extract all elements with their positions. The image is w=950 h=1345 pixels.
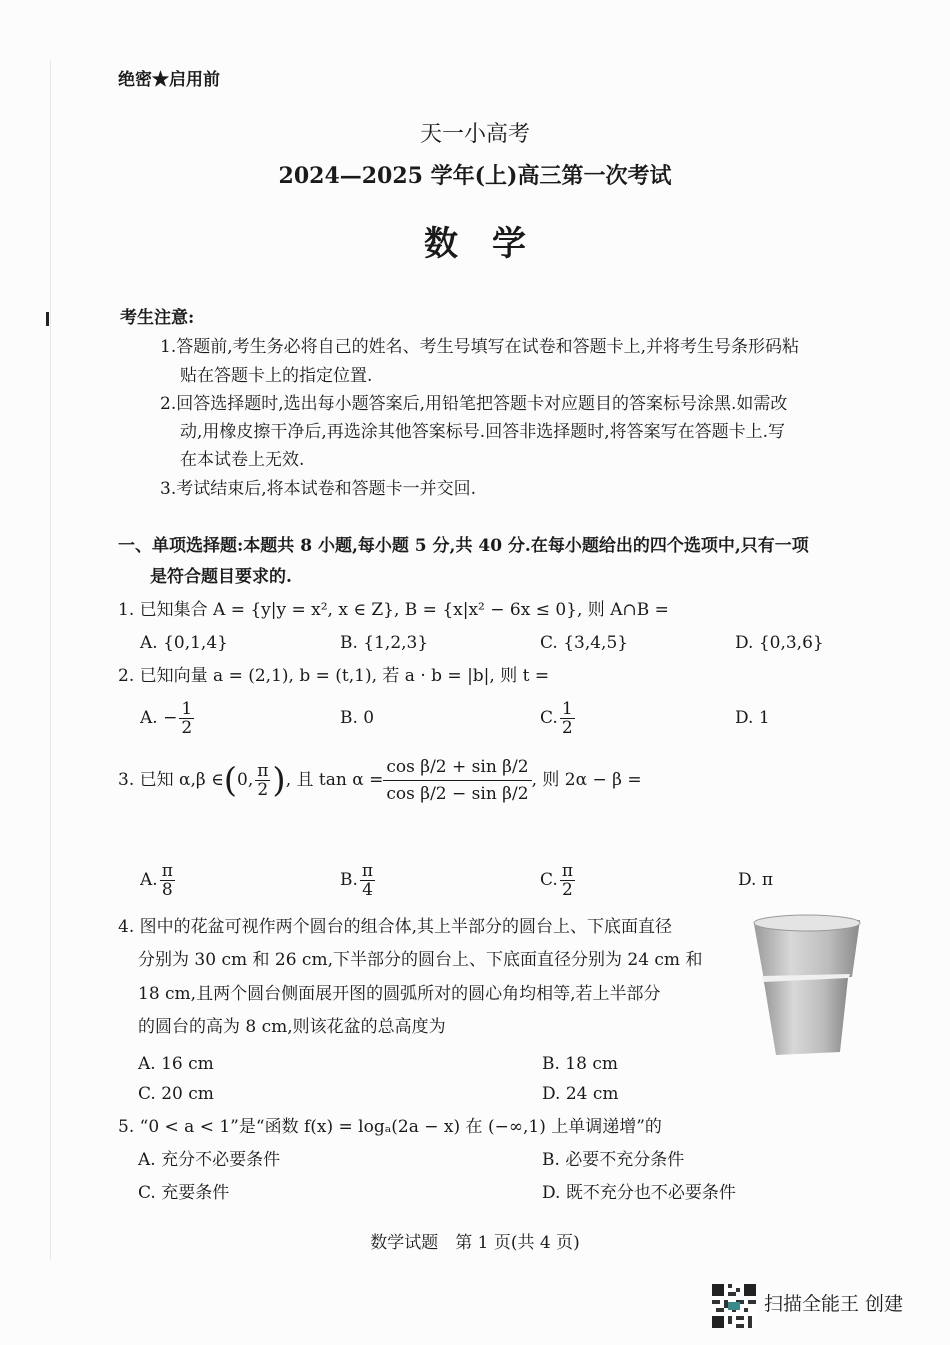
notice-item: 3.考试结束后,将本试卷和答题卡一并交回. [160, 479, 477, 499]
scanner-watermark: 扫描全能王 创建 [764, 1293, 904, 1315]
exam-org: 天一小高考 [419, 122, 530, 147]
q4-option-c: C. 20 cm [138, 1084, 214, 1104]
q5-option-b: B. 必要不充分条件 [542, 1150, 685, 1170]
q2-option-c [540, 700, 577, 737]
q4-option-b: B. 18 cm [542, 1054, 618, 1074]
subject-title: 数 学 [424, 224, 526, 264]
q1-option-d: D. {0,3,6} [735, 633, 824, 653]
q2-option-d: D. 1 [735, 708, 770, 728]
notice-item: 动,用橡皮擦干净后,再选涂其他答案标号.回答非选择题时,将答案写在答题卡上.写 [180, 422, 786, 442]
q1-option-a: A. {0,1,4} [140, 633, 228, 653]
interval-left: 0, [237, 770, 254, 790]
option-label: C. [540, 870, 558, 890]
denominator: 2 [181, 718, 193, 738]
notice-item: 2.回答选择题时,选出每小题答案后,用铅笔把答题卡对应题目的答案标号涂黑.如需改 [160, 394, 788, 414]
numerator: π [561, 861, 573, 881]
q3-option-b [340, 862, 377, 899]
numerator: π [257, 761, 269, 781]
page-footer: 数学试题 第 1 页(共 4 页) [370, 1233, 580, 1253]
q5-option-c: C. 充要条件 [138, 1183, 230, 1203]
q3-mid: , 且 tan α = [285, 770, 384, 790]
q4-option-d: D. 24 cm [542, 1084, 619, 1104]
q1-option-b: B. {1,2,3} [340, 633, 429, 653]
fraction [560, 700, 575, 737]
question-4-cont: 分别为 30 cm 和 26 cm,下半部分的圆台上、下底面直径分别为 24 cm 和 [138, 950, 703, 970]
exam-title: 2024—2025 学年(上)高三第一次考试 [278, 163, 672, 189]
numerator: 1 [561, 699, 573, 719]
question-3 [118, 756, 642, 805]
denominator: cos β/2 − sin β/2 [386, 784, 529, 804]
denominator: 2 [257, 780, 269, 800]
q4-option-a: A. 16 cm [138, 1054, 214, 1074]
denominator: 2 [561, 718, 573, 738]
paren: ) [272, 760, 286, 801]
question-4: 4. 图中的花盆可视作两个圆台的组合体,其上半部分的圆台上、下底面直径 [118, 917, 673, 937]
option-label: A. − [140, 708, 178, 728]
question-4-cont: 18 cm,且两个圆台侧面展开图的圆弧所对的圆心角均相等,若上半部分 [138, 984, 661, 1004]
fraction [179, 700, 194, 737]
qr-code-icon [712, 1284, 756, 1328]
numerator: π [161, 861, 173, 881]
q3-option-d: D. π [738, 870, 774, 890]
option-label: A. [140, 870, 158, 890]
notice-title: 考生注意: [120, 308, 195, 328]
numerator: cos β/2 + sin β/2 [383, 756, 531, 781]
notice-item: 贴在答题卡上的指定位置. [180, 366, 373, 386]
fraction [560, 862, 575, 899]
denominator: 2 [561, 880, 573, 900]
q1-option-c: C. {3,4,5} [540, 633, 629, 653]
question-4-cont: 的圆台的高为 8 cm,则该花盆的总高度为 [138, 1017, 446, 1037]
q3-prefix: 3. 已知 α,β ∈ [118, 770, 224, 790]
denominator: 8 [161, 880, 173, 900]
scan-mark [46, 312, 49, 326]
tan-fraction [383, 756, 531, 805]
secret-label: 绝密★启用前 [118, 70, 220, 90]
notice-item: 1.答题前,考生务必将自己的姓名、考生号填写在试卷和答题卡上,并将考生号条形码粘 [160, 337, 800, 357]
section-heading-cont: 是符合题目要求的. [150, 567, 292, 587]
notice-item: 在本试卷上无效. [180, 450, 305, 470]
q5-option-a: A. 充分不必要条件 [138, 1150, 281, 1170]
paren: ( [223, 760, 237, 801]
question-1: 1. 已知集合 A = {y|y = x², x ∈ Z}, B = {x|x² − 6x ≤ 0}, 则 A∩B = [118, 600, 669, 620]
option-label: C. [540, 708, 558, 728]
q3-option-a [140, 862, 177, 899]
q5-option-d: D. 既不充分也不必要条件 [542, 1183, 736, 1203]
q3-option-c [540, 862, 577, 899]
numerator: π [361, 861, 374, 881]
question-5: 5. “0 < a < 1”是“函数 f(x) = logₐ(2a − x) 在 (−∞,1) 上单调递增”的 [118, 1117, 662, 1137]
q2-option-b: B. 0 [340, 708, 375, 728]
fraction [255, 762, 270, 799]
flower-pot-image [752, 912, 862, 1057]
question-2: 2. 已知向量 a = (2,1), b = (t,1), 若 a · b = |b|, 则 t = [118, 666, 550, 686]
q2-option-a [140, 700, 196, 737]
denominator: 4 [362, 880, 373, 900]
q3-suffix: , 则 2α − β = [531, 770, 642, 790]
numerator: 1 [181, 699, 193, 719]
fraction [360, 862, 375, 899]
fraction [160, 862, 175, 899]
section-heading: 一、单项选择题:本题共 8 小题,每小题 5 分,共 40 分.在每小题给出的四个选项中,只有一项 [118, 536, 809, 556]
option-label: B. [340, 870, 358, 890]
